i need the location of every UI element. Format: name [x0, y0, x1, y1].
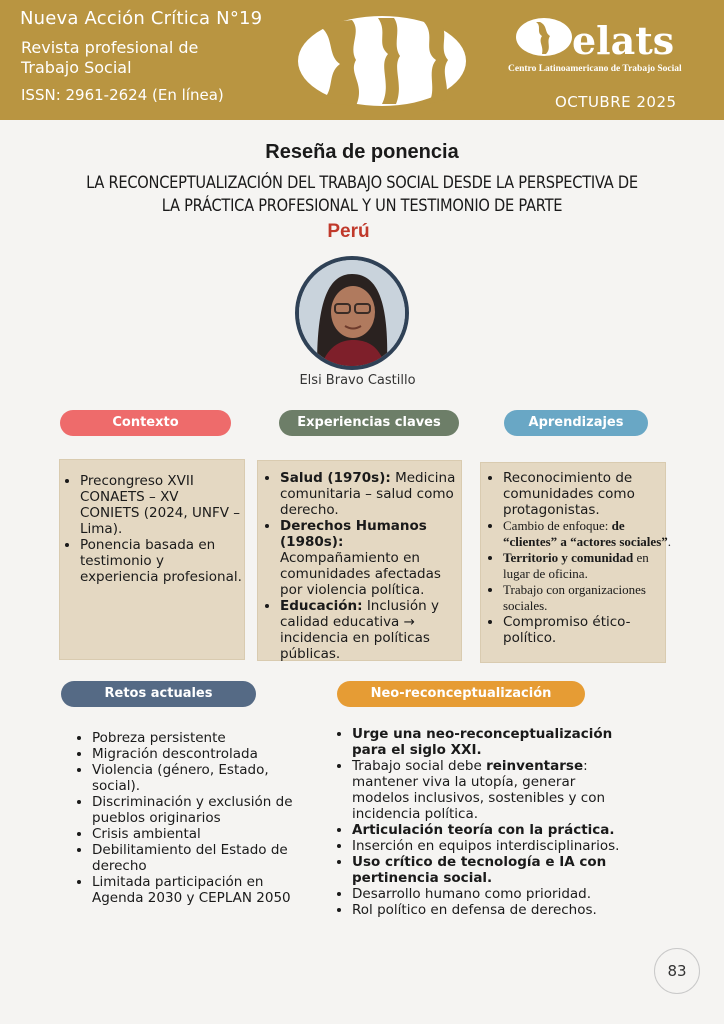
list-item: • Territorio y comunidad en lugar de oficina.: [503, 550, 675, 582]
list-item: • Compromiso ético-político.: [503, 614, 675, 646]
page-number: 83: [654, 948, 700, 994]
list-item: • Educación: Inclusión y calidad educativa → incidencia en políticas públicas.: [280, 598, 462, 662]
experiences-heading: Experiencias claves: [279, 410, 459, 436]
author-portrait: [295, 256, 409, 370]
list-item: • Reconocimiento de comunidades como protagonistas.: [503, 470, 675, 518]
list-item: • Migración descontrolada: [92, 746, 304, 762]
country-label: Perú: [327, 221, 370, 242]
celats-c-icon: [514, 16, 574, 58]
challenges-list: [74, 730, 304, 906]
list-item: • Limitada participación en Agenda 2030 y CEPLAN 2050: [92, 874, 304, 906]
list-item: • Salud (1970s): Medicina comunitaria – salud como derecho.: [280, 470, 462, 518]
experiences-list: [262, 470, 462, 662]
faces-logo-icon: [296, 14, 468, 108]
list-item: • Ponencia basada en testimonio y experiencia profesional.: [80, 537, 242, 585]
list-item: • Debilitamiento del Estado de derecho: [92, 842, 304, 874]
challenges-heading: Retos actuales: [61, 681, 256, 707]
list-item: • Discriminación y exclusión de pueblos originarios: [92, 794, 304, 826]
journal-title: Nueva Acción Crítica N°19: [20, 8, 263, 29]
learnings-heading: Aprendizajes: [504, 410, 648, 436]
author-name: Elsi Bravo Castillo: [299, 373, 416, 388]
celats-logo: elats: [572, 18, 675, 63]
list-item: • Pobreza persistente: [92, 730, 304, 746]
journal-header: [0, 0, 724, 120]
list-item: • Inserción en equipos interdisciplinarios.: [352, 838, 624, 854]
list-item: • Articulación teoría con la práctica.: [352, 822, 624, 838]
list-item: • Rol político en defensa de derechos.: [352, 902, 624, 918]
section-label: Reseña de ponencia: [265, 141, 459, 163]
list-item: • Trabajo social debe reinventarse: mantener viva la utopía, generar modelos inclusivos, sostenibles y con incidencia política.: [352, 758, 624, 822]
neo-heading: Neo-reconceptualización: [337, 681, 585, 707]
issue-date: OCTUBRE 2025: [555, 93, 677, 111]
list-item: • Violencia (género, Estado, social).: [92, 762, 304, 794]
list-item: • Urge una neo-reconceptualización para el siglo XXI.: [352, 726, 624, 758]
list-item: • Precongreso XVII CONAETS – XV CONIETS (2024, UNFV – Lima).: [80, 473, 242, 537]
context-heading: Contexto: [60, 410, 231, 436]
list-item: • Derechos Humanos (1980s): Acompañamiento en comunidades afectadas por violencia política.: [280, 518, 462, 598]
list-item: • Trabajo con organizaciones sociales.: [503, 582, 675, 614]
list-item: • Cambio de enfoque: de “clientes” a “actores sociales”.: [503, 518, 675, 550]
learnings-list: [485, 470, 675, 646]
portrait-image-icon: [299, 260, 405, 366]
journal-issn: ISSN: 2961-2624 (En línea): [21, 86, 224, 104]
list-item: • Uso crítico de tecnología e IA con pertinencia social.: [352, 854, 624, 886]
context-list: [62, 473, 242, 585]
list-item: • Desarrollo humano como prioridad.: [352, 886, 624, 902]
neo-list: [334, 726, 624, 918]
celats-tagline: Centro Latinoamericano de Trabajo Social: [508, 64, 682, 74]
journal-subtitle: Revista profesional de Trabajo Social: [21, 38, 199, 77]
list-item: • Crisis ambiental: [92, 826, 304, 842]
article-title: LA RECONCEPTUALIZACIÓN DEL TRABAJO SOCIAL DESDE LA PERSPECTIVA DE LA PRÁCTICA PROFESIONAL Y UN TESTIMONIO DE PARTE: [86, 173, 638, 216]
